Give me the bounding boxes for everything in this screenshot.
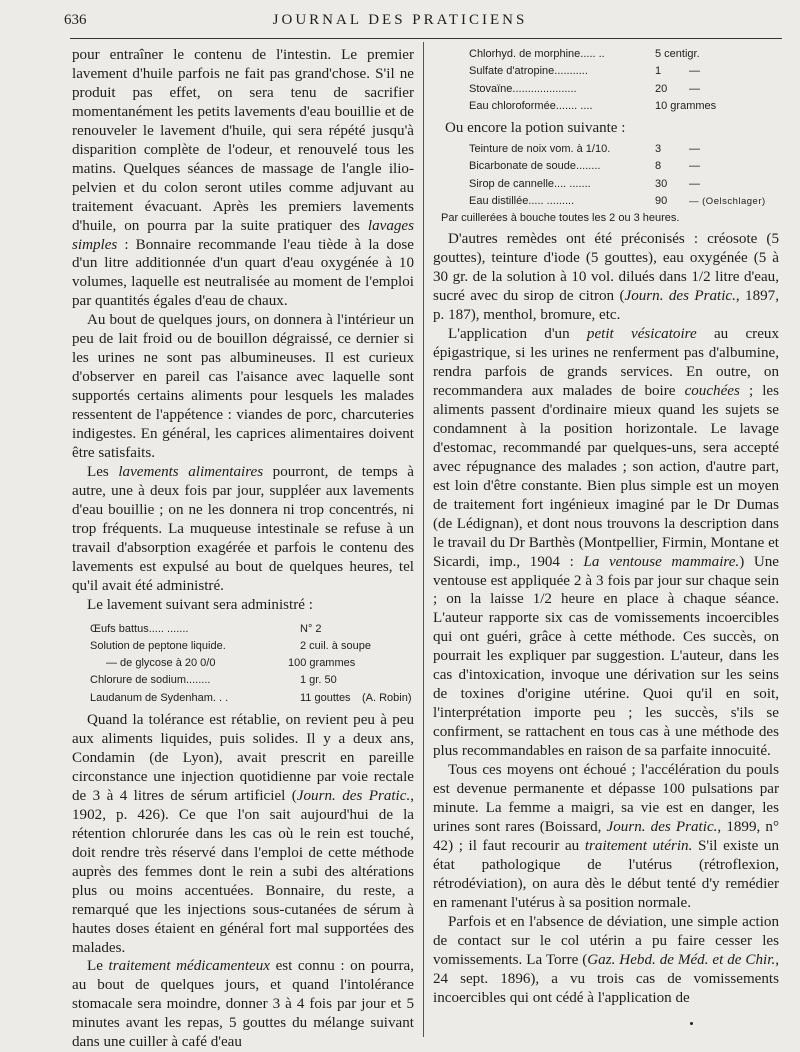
page-header	[0, 12, 800, 34]
prescription-row: Teinture de noix vom. à 1/10. 3 —	[469, 143, 700, 156]
paragraph: Tous ces moyens ont échoué ; l'accélération du pouls est devenue permanente et dépasse 100 pulsations par minute. La femme a maigri, sa vie est en danger, les urines sont rares (Boissard, Journ. des Pratic., 1899, n° 42) ; il faut recourir au traitement utérin. S'il existe un état pathologique de l'utérus (rétroflexion, rétrodéviation), on aura dès le début tenté d'y remédier en ramenant l'utérus à sa position normale.	[433, 762, 780, 911]
paragraph: L'application d'un petit vésicatoire au creux épigastrique, si les urines ne renferment pas d'albumine, rendra parfois de grands services. En outre, on recommandera aux malades de boire couchées ; les aliments passent d'ordinaire mieux quand les sujets se condamnent à la position horizontale. Le lavage d'estomac, recommandé par quelques-uns, sera accepté avec répugnance des malades ; son action, d'autre part, est loin d'être constante. Bien plus simple est un moyen de traitement fort ingénieux imaginé par le Dr Dumas (de Lédignan), et dont nous trouvons la description dans le travail du Dr Barthès (Montpellier, Firmin, Montane et Sicardi, imp., 1904 : La ventouse mammaire.) Une ventouse est appliquée 2 à 3 fois par jour sur chaque sein ; on la laisse 1/2 heure en place à chaque séance. L'auteur rapporte six cas de vomissements incoercibles qui ont guéri, grâce à cette méthode. Ces succès, on pourrait les expliquer par suggestion. L'auteur, dans les cas d'intoxication, invoque une dérivation sur les seins de toxines d'origine utérine. Quoi qu'il en soit, l'interprétation importe peu ; les succès, s'ils se confirment, se rattachent en tous cas à une méthode des plus recommandables en raison de sa parfaite innocuité.	[433, 326, 780, 760]
prescription-row: Solution de peptone liquide. 2 cuil. à soupe	[90, 639, 371, 652]
paragraph: Le lavement suivant sera administré :	[87, 596, 313, 613]
running-title: JOURNAL DES PRATICIENS	[272, 12, 528, 28]
page-number: 636	[64, 12, 87, 28]
header-rule	[70, 38, 782, 39]
prescription-row: Laudanum de Sydenham. . . 11 gouttes (A. Robin)	[90, 691, 412, 704]
prescription-row: Chlorure de sodium........ 1 gr. 50	[90, 674, 337, 687]
right-column	[433, 46, 779, 1007]
paragraph: Quand la tolérance est rétablie, on revient peu à peu aux aliments liquides, puis solides. Il y a deux ans, Condamin (de Lyon), avait prescrit en pareille circonstance une injection quotidienne par voie rectale de 3 à 4 litres de sérum artificiel (Journ. des Pratic., 1902, p. 426). Ce que l'on sait aujourd'hui de la rétention chlorurée dans les cas où le rein est touché, doit rendre très réservé dans l'emploi de cette méthode auprès des femmes dont le rein a subi des altérations plus ou moins accentuées. Bonnaire, du reste, a remarqué que les injections sous-cutanées de sérum à hautes doses étaient en général fort mal supportées des malades.	[72, 712, 415, 956]
prescription-row: Sirop de cannelle.... ....... 30 —	[469, 177, 700, 190]
left-column	[72, 46, 414, 1052]
prescription-list	[433, 46, 779, 115]
paragraph: Les lavements alimentaires pourront, de temps à autre, une à deux fois par jour, suppléer aux lavements d'eau bouillie ; on ne les donnera ni trop concentrés, ni trop fréquents. La muqueuse intestinale se refuse à un travail d'absorption exagérée et parfois le contenu des lavements est expulsé au bout de quelques heures, tel qu'il avait été administré.	[72, 463, 414, 594]
print-speck	[690, 1022, 693, 1025]
prescription-row: Stovaïne..................... 20 —	[469, 82, 700, 95]
prescription-row: Eau distillée..... ......... 90 — (Oelschlager)	[469, 195, 766, 208]
prescription-row: — de glycose à 20 0/0 100 grammes	[106, 657, 356, 670]
paragraph: D'autres remèdes ont été préconisés : créosote (5 gouttes), teinture d'iode (5 gouttes), eau oxygénée (5 à 30 gr. de la solution à 10 vol. dilués dans 1/2 litre d'eau, sucré avec du sirop de citron (Journ. des Pratic., 1897, p. 187), menthol, bromure, etc.	[433, 231, 780, 324]
column-divider	[423, 42, 424, 1037]
paragraph: Le traitement médicamenteux est connu : on pourra, au bout de quelques jours, et quand l'intolérance stomacale sera moindre, donner 3 à 4 fois par jour et 5 minutes avant les repas, 5 gouttes du mélange suivant dans une cuiller à café d'eau	[72, 958, 414, 1051]
prescription-footer: Par cuillerées à bouche toutes les 2 ou 3 heures.	[441, 212, 680, 225]
prescription-intro: Ou encore la potion suivante :	[445, 120, 626, 137]
prescription-row: Bicarbonate de soude........ 8 —	[469, 160, 700, 173]
paragraph: Au bout de quelques jours, on donnera à l'intérieur un peu de lait froid ou de bouillon dégraissé, ce dernier si les urines ne sont pas albumineuses. Il est curieux d'observer en pareil cas l'aisance avec laquelle sont supportés certains aliments pour lesquels les malades ressentent de l'appétence : viandes de porc, charcuteries indigestes. En général, les caprices alimentaires doivent être satisfaits.	[72, 312, 414, 462]
prescription-row: Œufs battus..... ....... N° 2	[90, 622, 322, 635]
prescription-list	[72, 621, 414, 707]
prescription-row: Chlorhyd. de morphine..... .. 5 centigr.	[469, 48, 700, 60]
prescription-list	[433, 141, 779, 210]
paragraph: Parfois et en l'absence de déviation, une simple action de contact sur le col utérin a pu faire cesser les vomissements. La Torre (Gaz. Hebd. de Méd. et de Chir., 24 sept. 1896), a vu trois cas de vomissements incoercibles qui ont cédé à l'application de	[433, 913, 779, 1006]
prescription-row: Sulfate d'atropine........... 1 —	[469, 65, 700, 78]
prescription-row: Eau chloroformée....... .... 10 grammes	[469, 99, 717, 112]
paragraph: pour entraîner le contenu de l'intestin. Le premier lavement d'huile parfois ne fait pas grand'chose. S'il ne produit pas effet, on sera tenu de sacrifier momentanément les petits lavements d'eau bouillie et de renouveler le lavement d'huile, qui sera répété jusqu'à disparition complète de l'odeur, et renouvelé tous les matins. Quelques séances de massage de l'angle ilio-pelvien et du colon seront utiles comme adjuvant au traitement évacuant. Après les premiers lavements d'huile, on pourra par la suite pratiquer des lavages simples : Bonnaire recommande l'eau tiède à la dose d'un litre additionnée d'un quart d'eau oxygénée à 10 volumes, laquelle est neutralisée au moment de l'emploi par quantités égales d'eau de chaux.	[72, 47, 414, 310]
